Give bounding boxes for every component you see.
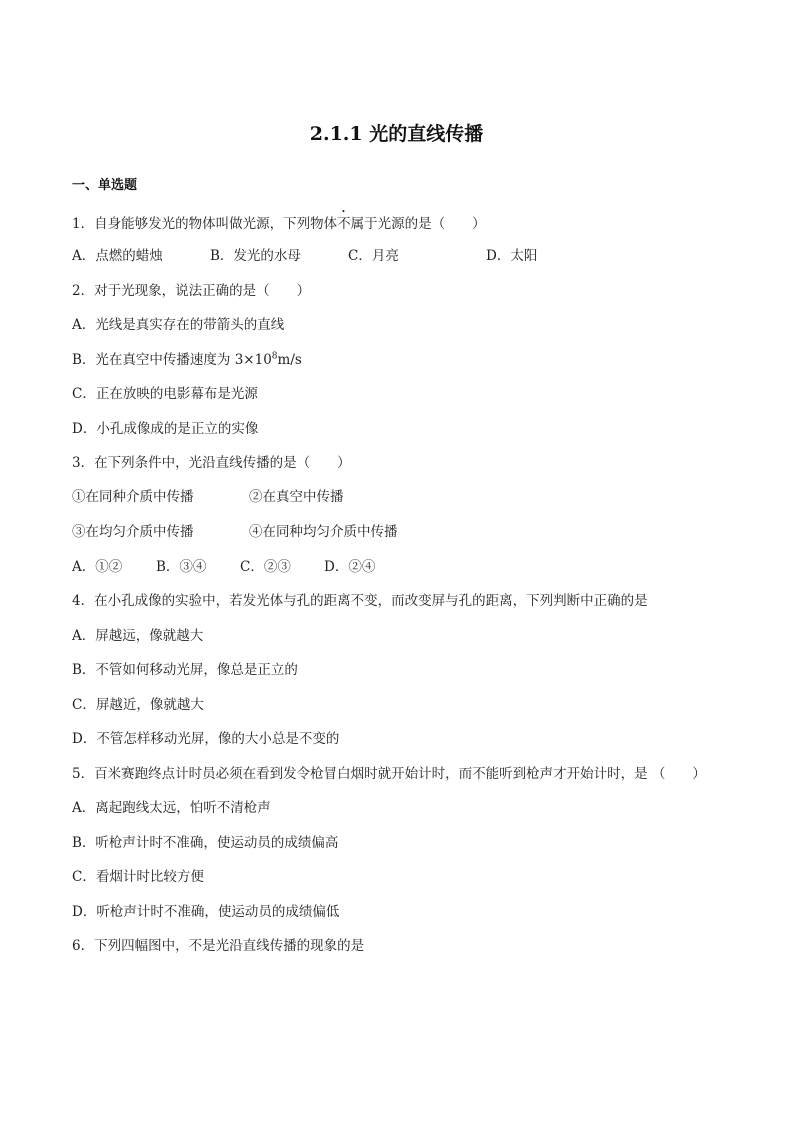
question-2-option-a: A．光线是真实存在的带箭头的直线 — [72, 317, 285, 333]
question-1-option-a: A．点燃的蜡烛 — [72, 248, 163, 264]
question-5-option-a: A．离起跑线太远，怕听不清枪声 — [72, 800, 271, 816]
question-4-option-a: A．屏越远，像就越大 — [72, 628, 204, 644]
question-6-stem: 6．下列四幅图中，不是光沿直线传播的现象的是 — [72, 938, 365, 954]
question-2-option-d: D．小孔成像成的是正立的实像 — [72, 421, 259, 437]
question-1-text-before: 1．自身能够发光的物体叫做光源，下列物体 — [72, 216, 338, 232]
question-4-option-b: B．不管如何移动光屏，像总是正立的 — [72, 662, 298, 678]
question-1-stem — [72, 208, 486, 233]
question-2-option-b — [72, 351, 302, 369]
question-5-option-d: D．听枪声计时不准确，使运动员的成绩偏低 — [72, 904, 340, 920]
question-3-option-a: A．①② — [72, 559, 123, 575]
question-4-option-d: D．不管怎样移动光屏，像的大小总是不变的 — [72, 731, 340, 747]
question-2-option-c: C．正在放映的电影幕布是光源 — [72, 386, 258, 402]
question-3-option-c: C．②③ — [240, 559, 291, 575]
question-5-option-b: B．听枪声计时不准确，使运动员的成绩偏高 — [72, 835, 339, 851]
question-3-stem: 3．在下列条件中，光沿直线传播的是（ ） — [72, 455, 351, 471]
question-4-option-c: C．屏越近，像就越大 — [72, 697, 204, 713]
question-1-text-after: 属于光源的是（ ） — [350, 216, 486, 232]
section-heading: 一、单选题 — [72, 178, 138, 193]
question-3-condition-1: ①在同种介质中传播 — [72, 489, 194, 505]
question-2-option-b-text: B．光在真空中传播速度为 3×10 — [72, 352, 272, 368]
question-5-stem: 5．百米赛跑终点计时员必须在看到发令枪冒白烟时就开始计时，而不能听到枪声才开始计时，是 （ ） — [72, 766, 706, 782]
question-2-option-b-unit: m/s — [277, 352, 302, 368]
question-3-condition-2: ②在真空中传播 — [249, 489, 344, 505]
question-1-emphasis: 不 — [337, 216, 351, 232]
question-1-option-b: B．发光的水母 — [210, 248, 301, 264]
question-4-stem: 4．在小孔成像的实验中，若发光体与孔的距离不变，而改变屏与孔的距离，下列判断中正确的是 — [72, 593, 648, 609]
page-title: 2.1.1 光的直线传播 — [309, 123, 484, 145]
question-3-option-b: B．③④ — [156, 559, 207, 575]
question-1-option-c: C．月亮 — [348, 248, 399, 264]
question-2-stem: 2．对于光现象，说法正确的是（ ） — [72, 283, 311, 299]
question-3-option-d: D．②④ — [324, 559, 376, 575]
question-3-condition-4: ④在同种均匀介质中传播 — [249, 524, 398, 540]
question-5-option-c: C．看烟计时比较方便 — [72, 869, 204, 885]
question-2-option-b-exponent: 8 — [271, 351, 278, 362]
question-1-option-d: D．太阳 — [486, 248, 538, 264]
question-3-condition-3: ③在均匀介质中传播 — [72, 524, 194, 540]
